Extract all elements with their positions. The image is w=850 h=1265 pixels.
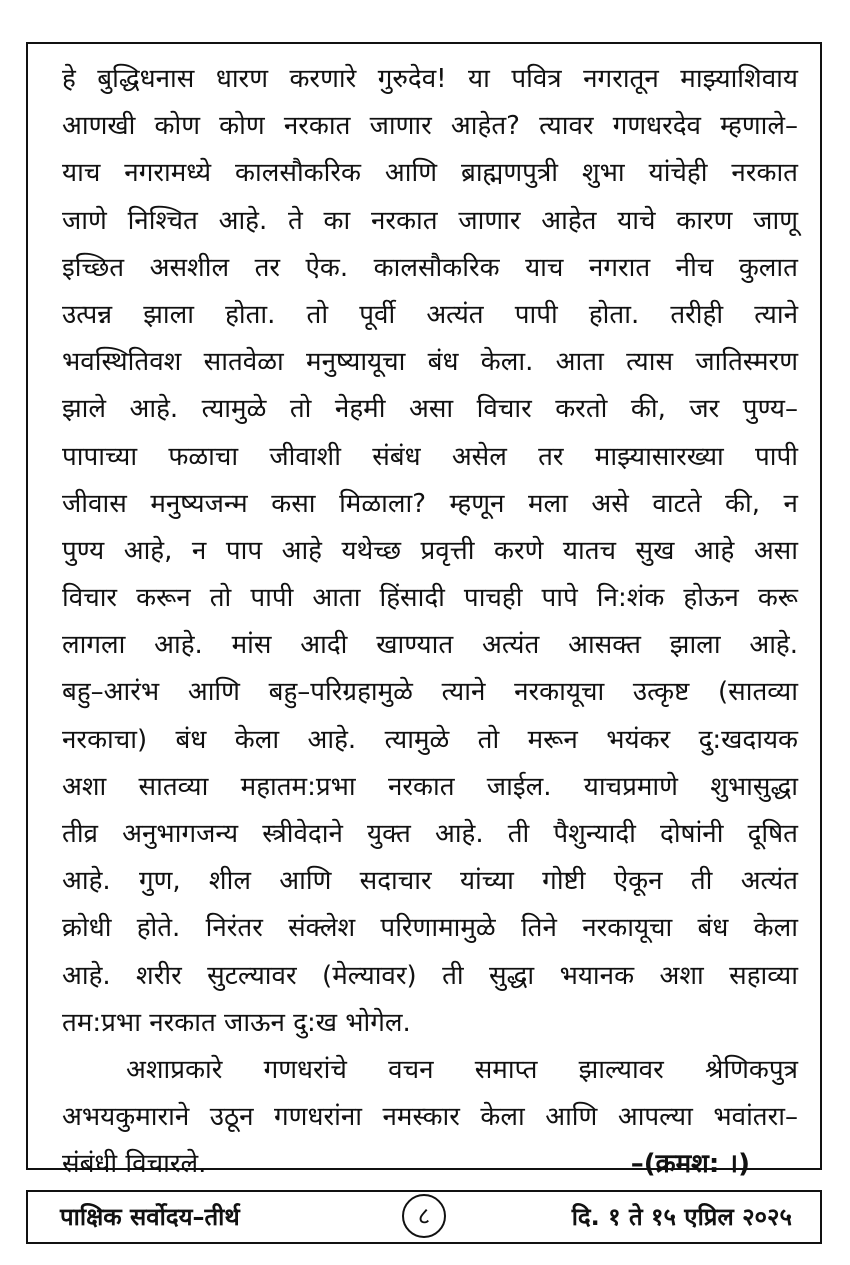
- article-line: क्रोधी होते. निरंतर संक्लेश परिणामामुळे तिने नरकायूचा बंध केला: [62, 913, 798, 944]
- article-line: भवस्थितिवश सातवेळा मनुष्यायूचा बंध केला. आता त्यास जातिस्मरण: [62, 347, 798, 378]
- article-line: आहे. शरीर सुटल्यावर (मेल्यावर) ती सुद्धा भयानक अशा सहाव्या: [62, 960, 798, 991]
- article-line: हे बुद्धिधनास धारण करणारे गुरुदेव! या पवित्र नगरातून माझ्याशिवाय: [62, 64, 798, 94]
- article-line: विचार करून तो पापी आता हिंसादी पाचही पापे नि:शंक होऊन करू: [62, 583, 798, 614]
- article-line: उत्पन्न झाला होता. तो पूर्वी अत्यंत पापी होता. तरीही त्याने: [62, 299, 798, 330]
- publication-name: पाक्षिक सर्वोदय–तीर्थ: [60, 1203, 240, 1231]
- article-line: आहे. गुण, शील आणि सदाचार यांच्या गोष्टी ऐकून ती अत्यंत: [62, 866, 798, 897]
- article-line: अशा सातव्या महातम:प्रभा नरकात जाईल. याचप्रमाणे शुभासुद्धा: [62, 771, 798, 802]
- article-line: जीवास मनुष्यजन्म कसा मिळाला? म्हणून मला असे वाटते की, न: [62, 488, 798, 519]
- article-line: पुण्य आहे, न पाप आहे यथेच्छ प्रवृत्ती करणे यातच सुख आहे असा: [62, 535, 798, 566]
- page-number-badge: ८: [402, 1194, 446, 1238]
- continued-label: –(क्रमश: ।): [630, 1149, 750, 1180]
- issue-date: दि. १ ते १५ एप्रिल २०२५: [571, 1203, 792, 1231]
- page-footer: [26, 1190, 822, 1244]
- article-line: याच नगरामध्ये कालसौकरिक आणि ब्राह्मणपुत्री शुभा यांचेही नरकात: [62, 158, 798, 189]
- article-line: तीव्र अनुभागजन्य स्त्रीवेदाने युक्त आहे. ती पैशुन्यादी दोषांनी दूषित: [62, 819, 798, 849]
- article-line: तम:प्रभा नरकात जाऊन दु:ख भोगेल.: [62, 1007, 411, 1038]
- article-line: अभयकुमाराने उठून गणधरांना नमस्कार केला आणि आपल्या भवांतरा–: [62, 1102, 798, 1133]
- article-line: पापाच्या फळाचा जीवाशी संबंध असेल तर माझ्यासारख्या पापी: [62, 441, 798, 472]
- article-closing-line: [62, 1141, 798, 1188]
- article-frame: [26, 42, 822, 1180]
- article-line: लागला आहे. मांस आदी खाण्यात अत्यंत आसक्त झाला आहे.: [62, 630, 798, 661]
- article-line: जाणे निश्चित आहे. ते का नरकात जाणार आहेत याचे कारण जाणू: [62, 205, 798, 236]
- article-line: आणखी कोण कोण नरकात जाणार आहेत? त्यावर गणधरदेव म्हणाले–: [62, 111, 798, 142]
- article-line: अशाप्रकारे गणधरांचे वचन समाप्त झाल्यावर श्रेणिकपुत्र: [126, 1054, 798, 1085]
- article-body: [62, 56, 798, 1189]
- article-line: बहु–आरंभ आणि बहु–परिग्रहामुळे त्याने नरकायूचा उत्कृष्ट (सातव्या: [62, 677, 798, 708]
- article-line: झाले आहे. त्यामुळे तो नेहमी असा विचार करतो की, जर पुण्य–: [62, 394, 798, 425]
- article-line: इच्छित असशील तर ऐक. कालसौकरिक याच नगरात नीच कुलात: [62, 252, 798, 283]
- closing-text: संबंधी विचारले.: [62, 1149, 207, 1180]
- article-line: नरकाचा) बंध केला आहे. त्यामुळे तो मरून भयंकर दु:खदायक: [62, 724, 798, 755]
